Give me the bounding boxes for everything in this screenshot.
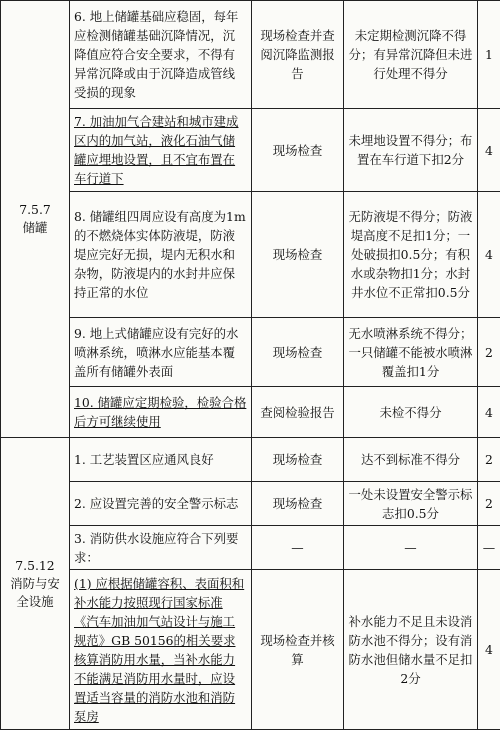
criterion-cell: 未埋地设置不得分；布置在车行道下扣2分 xyxy=(344,109,478,192)
section-title: 消防与安全设施 xyxy=(10,575,60,609)
criterion-cell: 无防液堤不得分；防液堤高度不足扣1分；一处破损扣0.5分；有积水或杂物扣1分；水封井水位不正常扣0.5分 xyxy=(344,192,478,318)
requirement-cell: 8. 储罐组四周应设有高度为1m的不燃烧体实体防液堤，防液堤应完好无损，堤内无积水和杂物，防液堤内的水封井应保持正常的水位 xyxy=(70,192,252,318)
score-cell: — xyxy=(478,526,500,570)
section-cell-fire-safety xyxy=(1,438,70,730)
requirement-cell: (1) 应根据储罐容积、表面积和补水能力按照现行国家标准《汽车加油加气站设计与施工规范》GB 50156的相关要求核算消防用水量，当补水能力不能满足消防用水量时，应设置适当容量的消防水池和消防泵房 xyxy=(70,570,252,730)
score-cell: 4 xyxy=(478,570,500,730)
table-row xyxy=(1,570,500,730)
criterion-cell: 无水喷淋系统不得分；一只储罐不能被水喷淋覆盖扣1分 xyxy=(344,318,478,387)
table-row xyxy=(1,1,500,109)
table-row xyxy=(1,438,500,482)
score-cell: 4 xyxy=(478,192,500,318)
table-row xyxy=(1,387,500,438)
method-cell: 现场检查 xyxy=(252,438,344,482)
criterion-cell: — xyxy=(344,526,478,570)
table-row xyxy=(1,482,500,526)
score-cell: 2 xyxy=(478,438,500,482)
requirement-cell: 1. 工艺装置区应通风良好 xyxy=(70,438,252,482)
section-cell-storage xyxy=(1,1,70,438)
requirement-cell: 3. 消防供水设施应符合下列要求： xyxy=(70,526,252,570)
table-row xyxy=(1,318,500,387)
table-row xyxy=(1,109,500,192)
method-cell: 查阅检验报告 xyxy=(252,387,344,438)
requirement-cell: 2. 应设置完善的安全警示标志 xyxy=(70,482,252,526)
section-code: 7.5.12 xyxy=(15,557,55,573)
criterion-cell: 未定期检测沉降不得分；有异常沉降但未进行处理不得分 xyxy=(344,1,478,109)
method-cell: 现场检查并核算 xyxy=(252,570,344,730)
requirement-cell: 9. 地上式储罐应设有完好的水喷淋系统，喷淋水应能基本覆盖所有储罐外表面 xyxy=(70,318,252,387)
score-cell: 4 xyxy=(478,387,500,438)
score-cell: 1 xyxy=(478,1,500,109)
score-cell: 2 xyxy=(478,482,500,526)
criterion-cell: 达不到标准不得分 xyxy=(344,438,478,482)
method-cell: 现场检查 xyxy=(252,109,344,192)
criterion-cell: 一处未设置安全警示标志扣0.5分 xyxy=(344,482,478,526)
method-cell: 现场检查 xyxy=(252,318,344,387)
requirement-cell: 6. 地上储罐基础应稳固，每年应检测储罐基础沉降情况，沉降值应符合安全要求，不得有异常沉降或由于沉降造成管线受损的现象 xyxy=(70,1,252,109)
section-title: 储罐 xyxy=(22,220,48,235)
method-cell: — xyxy=(252,526,344,570)
score-cell: 2 xyxy=(478,318,500,387)
requirement-cell: 10. 储罐应定期检验，检验合格后方可继续使用 xyxy=(70,387,252,438)
method-cell: 现场检查 xyxy=(252,482,344,526)
table-row xyxy=(1,192,500,318)
requirement-cell: 7. 加油加气合建站和城市建成区内的加气站，液化石油气储罐应埋地设置，且不宜布置在车行道下 xyxy=(70,109,252,192)
method-cell: 现场检查并查阅沉降监测报告 xyxy=(252,1,344,109)
criterion-cell: 补水能力不足且未设消防水池不得分；设有消防水池但储水量不足扣2分 xyxy=(344,570,478,730)
section-code: 7.5.7 xyxy=(19,202,51,217)
criterion-cell: 未检不得分 xyxy=(344,387,478,438)
score-cell: 4 xyxy=(478,109,500,192)
table-row xyxy=(1,526,500,570)
method-cell: 现场检查 xyxy=(252,192,344,318)
